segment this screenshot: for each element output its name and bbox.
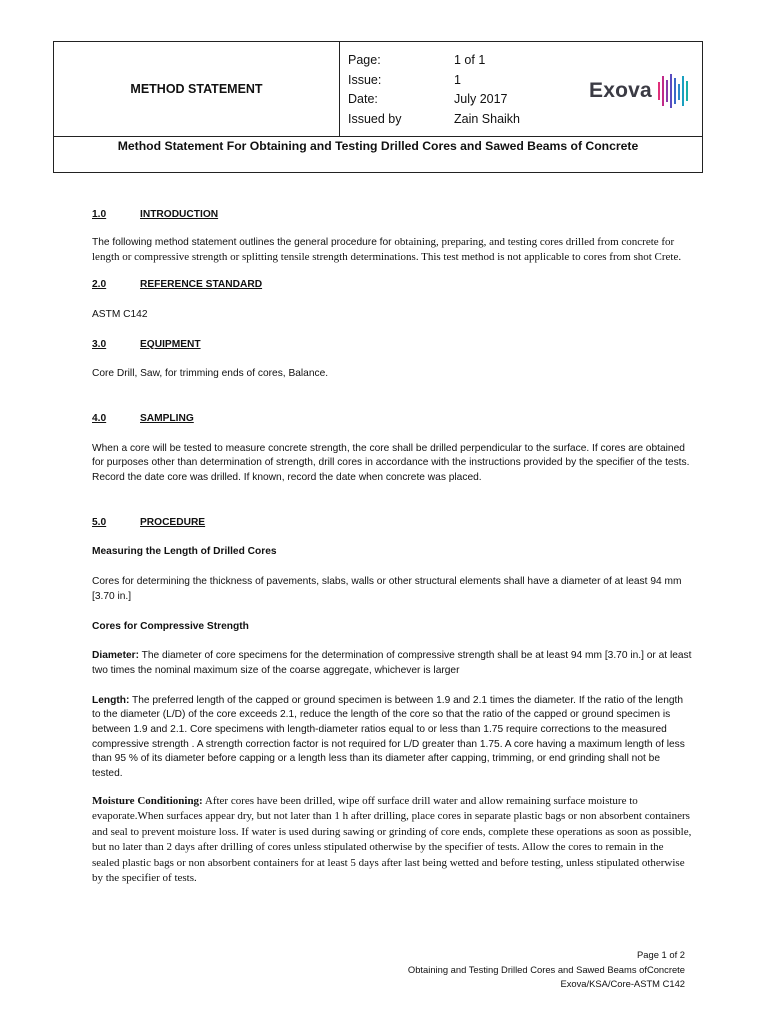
section-heading-equipment: 3.0 EQUIPMENT [92, 338, 201, 350]
document-body [92, 208, 692, 887]
exova-logo [589, 72, 692, 110]
footer-page-number: Page 1 of 2 [637, 949, 685, 960]
subheading-compressive: Cores for Compressive Strength [92, 620, 249, 632]
measuring-paragraph: Cores for determining the thickness of pavements, slabs, walls or other structural elements shall have a diameter of at least 94 mm [3.70 in.] [92, 576, 682, 602]
meta-value: 1 of 1 [454, 53, 486, 67]
diameter-paragraph: Diameter: The diameter of core specimens for the determination of compressive strength shall be at least 94 mm [3.70 in.] or at least two times the nominal maximum size of the coarse aggregate, whichever is larger [92, 650, 692, 676]
section-heading-procedure: 5.0 PROCEDURE [92, 516, 206, 528]
section-heading-intro: 1.0 INTRODUCTION [92, 209, 219, 220]
barcode-icon [656, 72, 692, 110]
header-meta [348, 51, 520, 129]
subheading-measuring: Measuring the Length of Drilled Cores [92, 546, 277, 558]
moisture-paragraph: Moisture Conditioning: After cores have been drilled, wipe off surface drill water and allow remaining surface moisture to evaporate.When surfaces appear dry, but not later than 1 h after drilling, place cores in separate plastic bags or non absorbent containers and seal to prevent moisture loss. If water is used during sawing or grinding of core ends, complete these operations as soon as possible, but no later than 2 days after drilling of cores unless stipulated otherwise by the specifier of tests. Allow the cores to remain in the sealed plastic bags or non absorbent containers for at least 5 days after last being wetted and before testing, unless stipulated otherwise by the specifier of tests. [92, 794, 692, 885]
footer-doc-title: Obtaining and Testing Drilled Cores and Sawed Beams ofConcrete [407, 963, 685, 975]
meta-key: Page: [348, 53, 381, 67]
meta-key: Issue: [348, 72, 382, 87]
sampling-paragraph: When a core will be tested to measure concrete strength, the core shall be drilled perpendicular to the surface. If cores are obtained for purposes other than determination of strength, drill cores in accordance with the instructions provided by the specifier of the tests. Record the date core was drilled. If known, record the date when concrete was placed. [92, 442, 690, 484]
page-footer [408, 948, 685, 992]
length-paragraph: Length: The preferred length of the capped or ground specimen is between 1.9 and 2.1 times the diameter. If the ratio of the length to the diameter (L/D) of the core exceeds 2.1, reduce the length of the core so that the ratio of the capped or ground specimen is between 1.9 and 2.1. Core specimens with length-diameter ratios equal to or less than 1.75 require corrections to the measured compressive strength . A strength correction factor is not required for L/D greater than 1.75. A core having a maximum length of less than 95 % of its diameter before capping or a length less than its diameter after capping, trimming, or end grinding shall not be tested. [92, 694, 685, 780]
logo-wordmark: Exova [589, 79, 652, 102]
footer-doc-ref: Exova/KSA/Core-ASTM C142 [560, 978, 685, 990]
section-heading-sampling: 4.0 SAMPLING [92, 412, 194, 424]
meta-value: 1 [454, 72, 461, 87]
meta-key: Issued by [348, 111, 402, 126]
equipment-paragraph: Core Drill, Saw, for trimming ends of cores, Balance. [92, 368, 329, 380]
header-divider [54, 136, 702, 137]
section-heading-reference: 2.0 REFERENCE STANDARD [92, 279, 263, 291]
meta-value: Zain Shaikh [454, 111, 521, 126]
header-table [53, 41, 703, 173]
meta-value: July 2017 [454, 92, 508, 106]
intro-paragraph: The following method statement outlines the general procedure for obtaining, preparing, and testing cores drilled from concrete for length or compressive strength or splitting tensile strength determinations. This test method is not applicable to cores from shot Crete. [92, 235, 682, 264]
meta-key: Date: [348, 92, 378, 106]
method-statement-label: METHOD STATEMENT [54, 42, 340, 136]
reference-paragraph: ASTM C142 [92, 308, 148, 320]
document-title: Method Statement For Obtaining and Testing Drilled Cores and Sawed Beams of Concrete [117, 139, 639, 153]
